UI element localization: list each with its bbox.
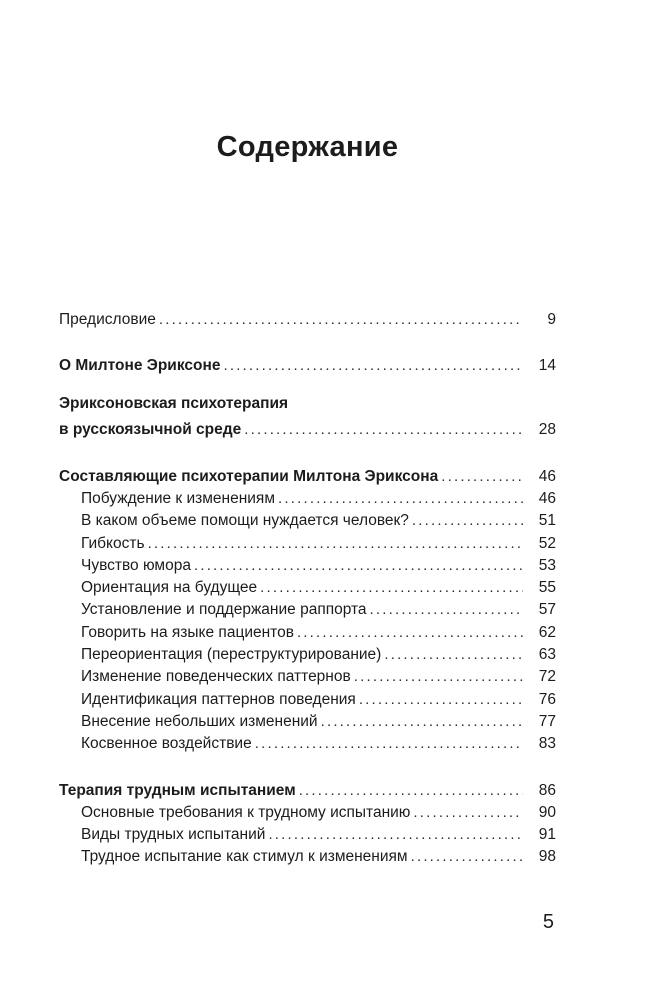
toc-leader-dots <box>359 689 523 711</box>
toc-entry-page: 77 <box>538 712 556 730</box>
toc-entry-label: Предисловие <box>59 311 156 328</box>
toc-entry-page: 28 <box>538 421 556 439</box>
toc-entry <box>59 488 556 510</box>
page-number: 5 <box>542 911 554 933</box>
toc-entry-page: 98 <box>538 848 556 866</box>
toc-entry-page: 55 <box>538 579 556 597</box>
toc-leader-dots <box>278 488 523 510</box>
toc-entry <box>59 577 556 599</box>
page-title: Содержание <box>216 131 399 163</box>
toc-entry <box>59 666 556 688</box>
toc-entry-page: 83 <box>538 735 556 753</box>
toc-entry <box>59 419 556 441</box>
toc-entry-label: Трудное испытание как стимул к изменениям <box>81 848 408 866</box>
toc-leader-dots <box>384 644 523 666</box>
toc-entry-label: Составляющие психотерапии Милтона Эриксона <box>59 467 439 485</box>
toc-entry-label: в русскоязычной среде <box>59 421 242 439</box>
toc-entry-label: Терапия трудным испытанием <box>59 781 296 799</box>
toc-leader-dots <box>260 577 523 599</box>
toc-entry-page: 72 <box>538 668 556 686</box>
toc-entry-page: 53 <box>538 556 556 574</box>
toc-list <box>59 309 556 869</box>
toc-entry-label: Эриксоновская психотерапия <box>59 394 289 412</box>
toc-entry-label: Говорить на языке пациентов <box>81 623 294 641</box>
toc-entry-page: 46 <box>538 489 556 507</box>
toc-leader-dots <box>370 599 523 621</box>
toc-entry <box>59 711 556 733</box>
toc-leader-dots <box>299 780 523 802</box>
toc-entry <box>59 644 556 666</box>
toc-entry <box>59 733 556 755</box>
toc-entry-label: Виды трудных испытаний <box>81 826 266 844</box>
toc-entry-label: Косвенное воздействие <box>81 735 252 753</box>
toc-leader-dots <box>255 733 523 755</box>
toc-leader-dots <box>412 510 523 532</box>
toc-leader-dots <box>411 846 523 868</box>
toc-entry-page: 52 <box>538 534 556 552</box>
toc-entry <box>59 824 556 846</box>
toc-leader-dots <box>148 533 523 555</box>
toc-leader-dots <box>441 466 523 488</box>
toc-entry-label: О Милтоне Эриксоне <box>59 357 221 375</box>
toc-entry <box>59 802 556 824</box>
toc-entry-page: 62 <box>538 623 556 641</box>
toc-entry <box>59 393 556 415</box>
toc-entry-page: 14 <box>538 357 556 375</box>
toc-entry <box>59 780 556 802</box>
toc-entry-label: Чувство юмора <box>81 556 191 574</box>
toc-entry <box>59 846 556 868</box>
toc-entry-label: Побуждение к изменениям <box>81 489 275 507</box>
toc-leader-dots <box>354 666 523 688</box>
toc-leader-dots <box>194 555 523 577</box>
toc-entry <box>59 689 556 711</box>
toc-entry-label: Гибкость <box>81 534 145 552</box>
toc-entry <box>59 466 556 488</box>
toc-entry-label: Ориентация на будущее <box>81 579 258 597</box>
toc-entry-label: Установление и поддержание раппорта <box>81 601 367 619</box>
toc-entry <box>59 510 556 532</box>
toc-entry-label: В каком объеме помощи нуждается человек? <box>81 512 409 530</box>
toc-entry-page: 57 <box>538 601 556 619</box>
toc-entry-page: 90 <box>538 803 556 821</box>
toc-entry <box>59 599 556 621</box>
toc-entry-page: 46 <box>538 467 556 485</box>
toc-entry-label: Внесение небольших изменений <box>81 712 318 730</box>
toc-entry-label: Идентификация паттернов поведения <box>81 690 356 708</box>
toc-entry-label: Изменение поведенческих паттернов <box>81 668 351 686</box>
toc-entry-page: 91 <box>538 826 556 844</box>
toc-entry-page: 86 <box>538 781 556 799</box>
toc-entry-page: 76 <box>538 690 556 708</box>
toc-entry-page: 9 <box>547 311 556 328</box>
toc-entry <box>59 555 556 577</box>
toc-entry <box>59 622 556 644</box>
toc-leader-dots <box>297 622 523 644</box>
toc-entry-page: 63 <box>538 646 556 664</box>
toc-entry <box>59 533 556 555</box>
toc-entry <box>59 309 556 331</box>
toc-leader-dots <box>159 309 523 331</box>
toc-entry <box>59 355 556 377</box>
toc-leader-dots <box>268 824 523 846</box>
toc-leader-dots <box>413 802 523 824</box>
toc-leader-dots <box>223 355 523 377</box>
toc-entry-page: 51 <box>538 512 556 530</box>
toc-leader-dots <box>321 711 523 733</box>
toc-entry-label: Переориентация (переструктурирование) <box>81 646 382 664</box>
toc-leader-dots <box>244 419 523 441</box>
toc-entry-label: Основные требования к трудному испытанию <box>81 803 411 821</box>
